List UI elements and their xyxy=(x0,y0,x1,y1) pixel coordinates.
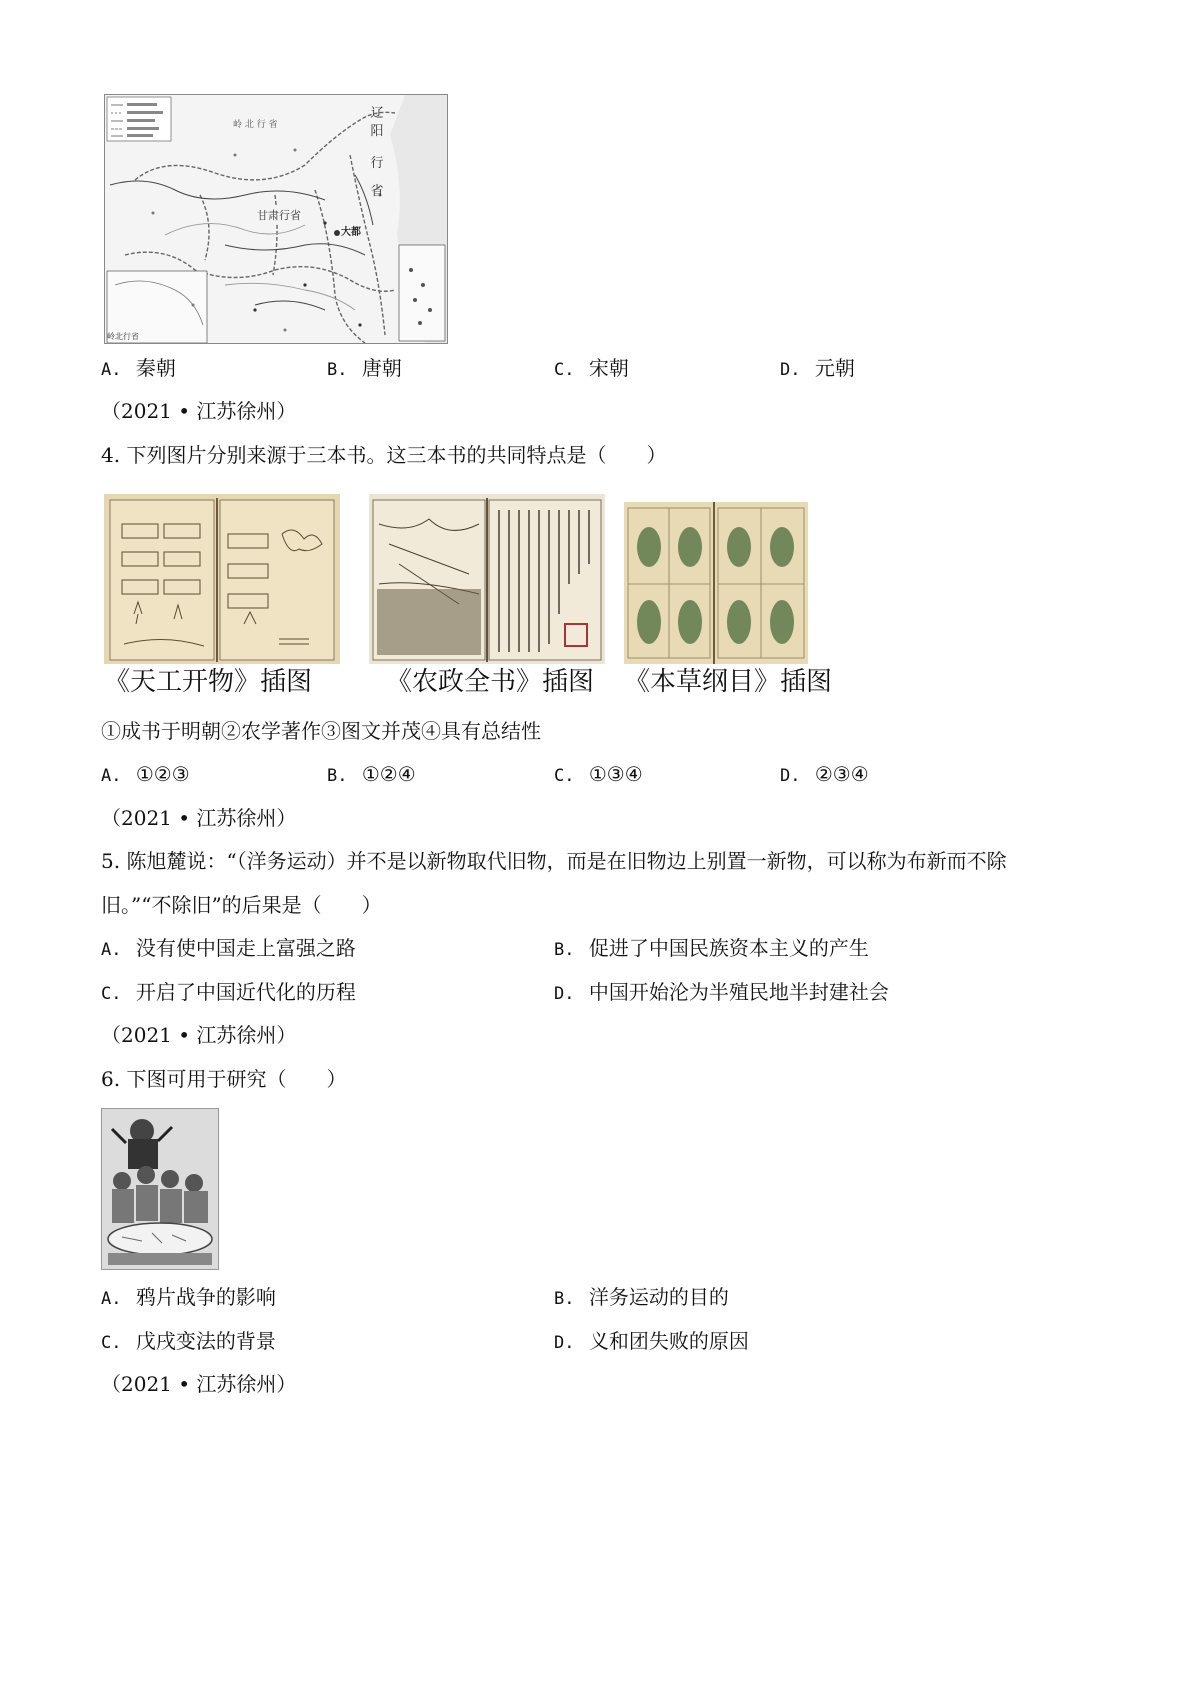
q6-option-c[interactable] xyxy=(101,1329,276,1355)
map-label-liaoyang xyxy=(367,105,387,201)
option-letter: A. xyxy=(101,766,122,786)
q4-option-c[interactable] xyxy=(554,762,643,788)
q5-option-b[interactable] xyxy=(554,936,869,962)
q6-option-a[interactable] xyxy=(101,1285,276,1311)
map-label-gansu: 甘肃行省 xyxy=(257,209,301,222)
yuan-dynasty-map xyxy=(104,94,448,344)
map-label-lingbei: 岭 北 行 省 xyxy=(233,120,278,130)
tiangong-kaiwu-illustration xyxy=(104,494,340,664)
q5-stem-line2: 旧。”“不除旧”的后果是（ ） xyxy=(101,893,382,917)
q3-option-a[interactable] xyxy=(101,356,176,382)
q3-source: （2021 • 江苏徐州） xyxy=(101,399,297,423)
option-letter: C. xyxy=(554,766,575,786)
option-letter: D. xyxy=(554,984,575,1004)
option-text: ①②④ xyxy=(361,762,416,786)
option-letter: C. xyxy=(554,360,575,380)
option-text: 开启了中国近代化的历程 xyxy=(135,980,356,1004)
map-label-char: 省 xyxy=(370,184,384,199)
option-letter: A. xyxy=(101,360,122,380)
option-text: 促进了中国民族资本主义的产生 xyxy=(588,936,869,960)
map-label-char: 行 xyxy=(370,156,384,171)
map-label-dadu: 大都 xyxy=(341,227,361,238)
nongzheng-quanshu-illustration xyxy=(369,494,605,664)
option-text: 义和团失败的原因 xyxy=(588,1329,749,1353)
q3-option-b[interactable] xyxy=(327,356,402,382)
q5-stem-line1: 5. 陈旭麓说：“（洋务运动）并不是以新物取代旧物，而是在旧物边上别置一新物，可以称为布新而不除 xyxy=(101,849,1007,873)
map-label-char: 辽 xyxy=(370,106,384,121)
option-letter: B. xyxy=(327,766,348,786)
option-text: 没有使中国走上富强之路 xyxy=(135,936,356,960)
option-letter: D. xyxy=(554,1333,575,1353)
option-letter: A. xyxy=(101,940,122,960)
option-text: ②③④ xyxy=(814,762,869,786)
q4-source: （2021 • 江苏徐州） xyxy=(101,806,297,830)
option-text: ①③④ xyxy=(588,762,643,786)
q5-option-d[interactable] xyxy=(554,980,889,1006)
option-text: 宋朝 xyxy=(588,356,629,380)
cartoon-drawing xyxy=(102,1109,218,1269)
option-letter: C. xyxy=(101,1333,122,1353)
option-letter: B. xyxy=(327,360,348,380)
q4-stem: 4. 下列图片分别来源于三本书。这三本书的共同特点是（ ） xyxy=(101,443,667,467)
option-text: 鸦片战争的影响 xyxy=(135,1285,276,1309)
q6-option-b[interactable] xyxy=(554,1285,729,1311)
option-letter: B. xyxy=(554,1289,575,1309)
nongzheng-quanshu-caption: 《农政全书》插图 xyxy=(386,667,595,697)
book-page-drawing xyxy=(104,494,340,664)
q3-option-d[interactable] xyxy=(780,356,855,382)
q5-source: （2021 • 江苏徐州） xyxy=(101,1023,297,1047)
q6-source: （2021 • 江苏徐州） xyxy=(101,1372,297,1396)
option-text: 元朝 xyxy=(814,356,855,380)
option-letter: D. xyxy=(780,766,801,786)
map-label-char: 阳 xyxy=(370,124,384,139)
option-text: 中国开始沦为半殖民地半封建社会 xyxy=(588,980,889,1004)
q5-option-c[interactable] xyxy=(101,980,356,1006)
bencao-gangmu-illustration xyxy=(624,502,808,664)
book-page-drawing xyxy=(624,502,808,664)
cartoon-carving-china xyxy=(101,1108,219,1270)
q4-statements: ①成书于明朝②农学著作③图文并茂④具有总结性 xyxy=(101,719,541,743)
q6-stem: 6. 下图可用于研究（ ） xyxy=(101,1067,347,1091)
q4-option-a[interactable] xyxy=(101,762,190,788)
map-label-inset: 岭北行省 xyxy=(107,332,139,341)
option-text: ①②③ xyxy=(135,762,190,786)
book-page-drawing xyxy=(369,494,605,664)
option-text: 秦朝 xyxy=(135,356,176,380)
option-text: 洋务运动的目的 xyxy=(588,1285,729,1309)
bencao-gangmu-caption: 《本草纲目》插图 xyxy=(624,667,833,697)
option-text: 戊戌变法的背景 xyxy=(135,1329,276,1353)
q4-option-b[interactable] xyxy=(327,762,416,788)
option-letter: B. xyxy=(554,940,575,960)
q3-option-c[interactable] xyxy=(554,356,629,382)
option-letter: A. xyxy=(101,1289,122,1309)
tiangong-kaiwu-caption: 《天工开物》插图 xyxy=(104,667,313,697)
q6-option-d[interactable] xyxy=(554,1329,749,1355)
q4-option-d[interactable] xyxy=(780,762,869,788)
option-letter: C. xyxy=(101,984,122,1004)
option-text: 唐朝 xyxy=(361,356,402,380)
option-letter: D. xyxy=(780,360,801,380)
q5-option-a[interactable] xyxy=(101,936,356,962)
